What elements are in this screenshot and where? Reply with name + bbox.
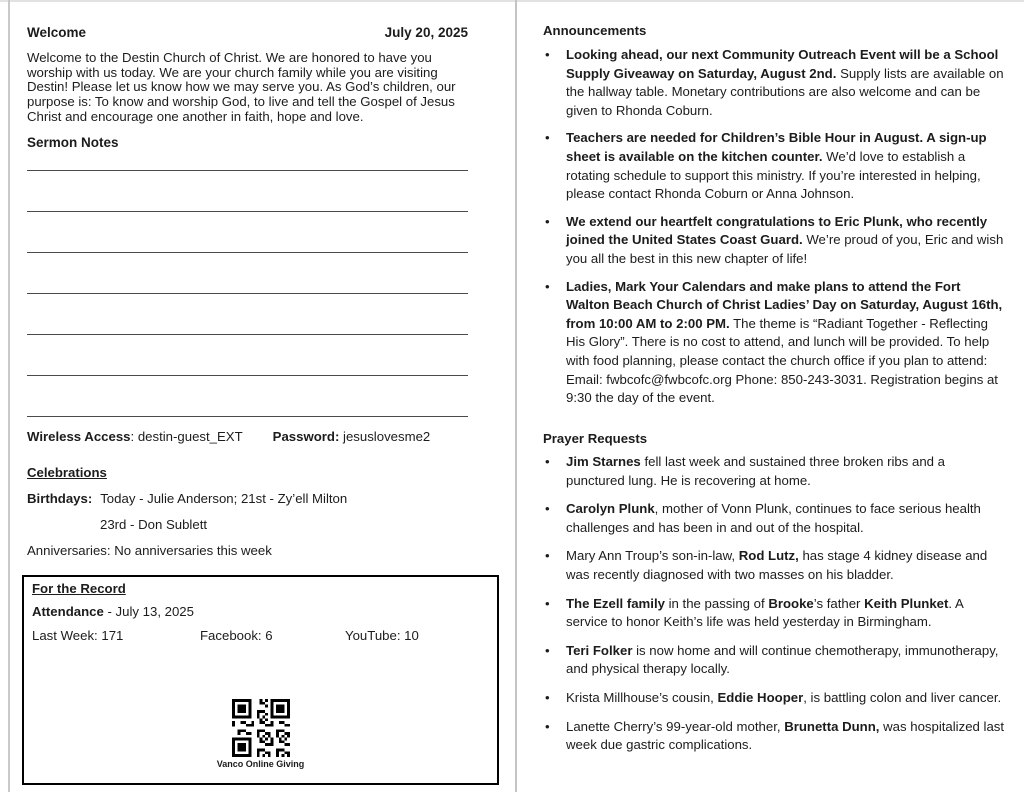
bullet-icon: • <box>545 548 550 564</box>
attendance-label: Attendance <box>32 604 104 619</box>
for-the-record-box <box>22 575 499 785</box>
bullet-item <box>545 278 1006 408</box>
bullet-item <box>545 689 1006 708</box>
sermon-note-line <box>27 253 468 294</box>
password-value: jesuslovesme2 <box>339 429 431 444</box>
bullet-text: Lanette Cherry’s 99-year-old mother, Brunetta Dunn, was hospitalized last week due gastric complications. <box>566 718 1005 753</box>
birthdays-line2: 23rd - Don Sublett <box>100 517 208 532</box>
attendance-row <box>32 604 194 619</box>
sermon-note-line <box>27 171 468 212</box>
stat-facebook: Facebook: 6 <box>200 628 273 643</box>
anniversaries-row: Anniversaries: No anniversaries this week <box>27 543 272 558</box>
sermon-notes-title: Sermon Notes <box>27 135 119 150</box>
page-left-edge <box>8 0 10 792</box>
celebrations-title: Celebrations <box>27 465 107 480</box>
bullet-item <box>545 46 1006 120</box>
bullet-item <box>545 500 1006 537</box>
bullet-icon: • <box>545 642 550 658</box>
welcome-header-row <box>27 25 468 40</box>
bullet-text: Teachers are needed for Children’s Bible Hour in August. A sign-up sheet is available on the kitchen counter. We’d love to establish a rotating schedule to support this ministry. If you’re interested in helping, please contact Rhonda Coburn or Anna Johnson. <box>566 130 987 202</box>
bullet-text: Ladies, Mark Your Calendars and make plans to attend the Fort Walton Beach Church of Christ Ladies’ Day on Saturday, August 16th, from 10:00 AM to 2:00 PM. The theme is “Radiant Together - Reflecting His Glory”. There is no cost to attend, and lunch will be provided. To help with food planning, please contact the church office if you plan to attend: Email: fwbcofc@fwbcofc.org Phone: 850-243-3031. Registration begins at 9:30 the day of the event. <box>566 278 1003 406</box>
bulletin-date: July 20, 2025 <box>384 25 468 40</box>
for-the-record-title: For the Record <box>32 581 126 596</box>
bullet-item <box>545 642 1006 679</box>
bullet-icon: • <box>545 595 550 611</box>
bullet-icon: • <box>545 47 550 62</box>
stat-last-week: Last Week: 171 <box>32 628 124 643</box>
bullet-item <box>545 595 1006 632</box>
bullet-item <box>545 129 1006 203</box>
bullet-icon: • <box>545 454 550 469</box>
bullet-item <box>545 718 1006 755</box>
sermon-note-line <box>27 294 468 335</box>
bullet-text: Teri Folker is now home and will continue chemotherapy, immunotherapy, and physical therapy locally. <box>566 642 999 677</box>
bullet-icon: • <box>545 278 550 294</box>
bullet-icon: • <box>545 718 550 734</box>
bullet-text: We extend our heartfelt congratulations to Eric Plunk, who recently joined the United States Coast Guard. We’re proud of you, Eric and wish you all the best in this new chapter of life! <box>566 213 1004 266</box>
bullet-text: Looking ahead, our next Community Outreach Event will be a School Supply Giveaway on Saturday, August 2nd. Supply lists are available on the hallway table. Monetary contributions are also welcome and can be given to Rhonda Coburn. <box>566 47 1004 118</box>
announcements-title: Announcements <box>543 23 647 38</box>
announcements-list <box>545 46 1006 417</box>
column-divider <box>515 0 517 792</box>
bullet-text: The Ezell family in the passing of Brooke’s father Keith Plunket. A service to honor Keith’s life was held yesterday in Birmingham. <box>566 595 964 630</box>
password-label: Password: <box>272 429 340 444</box>
prayer-requests-title: Prayer Requests <box>543 431 648 446</box>
sermon-note-line <box>27 376 468 417</box>
attendance-date: - July 13, 2025 <box>103 604 194 619</box>
stat-youtube: YouTube: 10 <box>345 628 419 643</box>
bullet-text: Krista Millhouse’s cousin, Eddie Hooper, is battling colon and liver cancer. <box>566 689 1002 705</box>
birthdays-row <box>27 491 347 506</box>
welcome-paragraph: Welcome to the Destin Church of Christ. We are honored to have you worship with us today. We are your church family while you are visiting Destin! Please let us know how we may serve you. As God’s children, our purpose is: To know and worship God, to live and tell the Gospel of Jesus Christ and encourage one another in faith, hope and love. <box>27 50 456 124</box>
birthdays-line1: Today - Julie Anderson; 21st - Zy’ell Milton <box>100 491 348 506</box>
bullet-item <box>545 547 1006 584</box>
qr-code <box>232 699 290 757</box>
sermon-note-line <box>27 335 468 376</box>
bullet-icon: • <box>545 689 550 705</box>
page-top-edge <box>0 0 1024 2</box>
wireless-access-row <box>27 429 487 444</box>
birthdays-label: Birthdays: <box>27 491 93 506</box>
bullet-text: Mary Ann Troup’s son-in-law, Rod Lutz, has stage 4 kidney disease and was recently diagnosed with two masses on his bladder. <box>566 548 988 582</box>
bullet-icon: • <box>545 130 550 146</box>
prayer-requests-list <box>545 453 1006 765</box>
welcome-title: Welcome <box>27 25 87 40</box>
bullet-text: Carolyn Plunk, mother of Vonn Plunk, continues to face serious health challenges and has been in and out of the hospital. <box>566 501 981 535</box>
qr-caption: Vanco Online Giving <box>216 759 305 769</box>
wireless-access-label: Wireless Access <box>27 429 131 444</box>
bullet-item <box>545 213 1006 269</box>
wireless-access-value: : destin-guest_EXT <box>130 429 243 444</box>
sermon-note-lines <box>27 130 468 417</box>
sermon-note-line <box>27 212 468 253</box>
bullet-item <box>545 453 1006 490</box>
bullet-text: Jim Starnes fell last week and sustained three broken ribs and a punctured lung. He is recovering at home. <box>566 454 946 488</box>
sermon-note-line <box>27 130 468 171</box>
bullet-icon: • <box>545 501 550 517</box>
bullet-icon: • <box>545 213 550 229</box>
